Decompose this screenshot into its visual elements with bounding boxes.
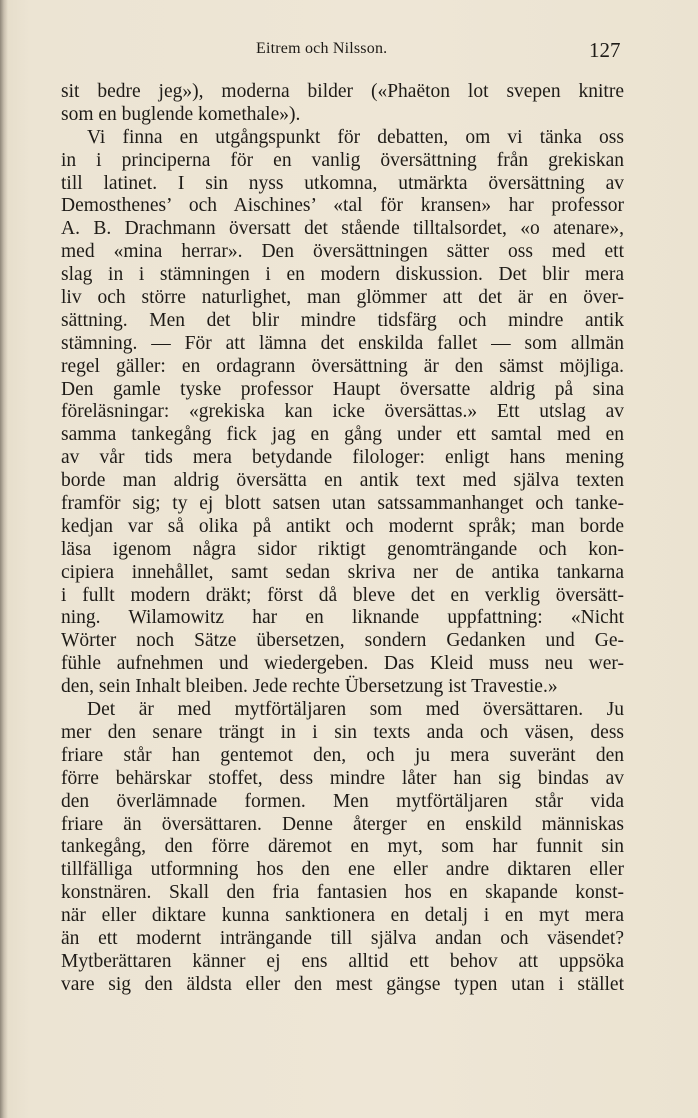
text-line: framför sig; ty ej blott satsen utan satssammanhanget och tanke-: [61, 493, 624, 515]
text-line: in i principerna för en vanlig översättning från grekiskan: [61, 149, 624, 171]
text-line: A. B. Drachmann översatt det stående tilltalsordet, «o atenare»,: [61, 218, 624, 240]
text-line: i fullt modern dräkt; först då bleve det en verklig översätt-: [61, 584, 624, 606]
text-line: tillfälliga utformning hos den ene eller andre diktaren eller: [61, 859, 624, 881]
text-line: som en buglende komethale»).: [61, 103, 301, 125]
text-line: samma tankegång fick jag en gång under ett samtal med en: [61, 424, 624, 446]
text-line: kedjan var så olika på antikt och modernt språk; man borde: [61, 515, 624, 537]
text-line: Mytberättaren känner ej ens alltid ett behov att uppsöka: [61, 950, 624, 972]
text-line: fühle aufnehmen und wiedergeben. Das Kleid muss neu wer-: [61, 653, 624, 675]
text-line: liv och större naturlighet, man glömmer att det är en över-: [61, 287, 624, 309]
text-line: med «mina herrar». Den översättningen sätter oss med ett: [61, 241, 624, 263]
text-line: friare står han gentemot den, och ju mera suveränt den: [61, 744, 624, 766]
text-line: till latinet. I sin nyss utkomna, utmärkta översättning av: [61, 172, 624, 194]
text-line: av vår tids mera betydande filologer: enligt hans mening: [61, 447, 624, 469]
text-line: föreläsningar: «grekiska kan icke översättas.» Ett utslag av: [61, 401, 624, 423]
text-line: Wörter noch Sätze übersetzen, sondern Gedanken und Ge-: [61, 630, 624, 652]
text-line: stämning. — För att lämna det enskilda fallet — som allmän: [61, 332, 624, 354]
text-line: konstnären. Skall den fria fantasien hos en skapande konst-: [61, 882, 624, 904]
text-line: friare än översättaren. Denne återger en enskild människas: [61, 813, 624, 835]
text-line: ning. Wilamowitz har en liknande uppfattning: «Nicht: [61, 607, 624, 629]
body-text: [61, 81, 624, 997]
text-line: den överlämnade formen. Men mytförtäljaren står vida: [61, 790, 624, 812]
text-line: än ett modernt inträngande till själva andan och väsendet?: [61, 927, 624, 949]
text-line: förre behärskar stoffet, dess mindre låter han sig bindas av: [61, 767, 624, 789]
text-line: slag in i stämningen i en modern diskussion. Det blir mera: [61, 264, 624, 286]
text-line: borde man aldrig översätta en antik text med själva texten: [61, 470, 624, 492]
spine-shadow: [0, 0, 8, 1118]
text-line: mer den senare trängt in i sin texts anda och väsen, dess: [61, 721, 624, 743]
text-line: Demosthenes’ och Aischines’ «tal för kransen» har professor: [61, 195, 624, 217]
text-line: cipiera innehållet, samt sedan skriva ner de antika tankarna: [61, 561, 624, 583]
text-line: Den gamle tyske professor Haupt översatte aldrig på sina: [61, 378, 624, 400]
text-line: läsa igenom några sidor riktigt genomträngande och kon-: [61, 538, 624, 560]
text-line: tankegång, den förre däremot en myt, som har funnit sin: [61, 836, 624, 858]
running-head: Eitrem och Nilsson.: [256, 40, 388, 57]
text-line: sättning. Men det blir mindre tidsfärg och mindre antik: [61, 309, 624, 331]
text-line: vare sig den äldsta eller den mest gängse typen utan i stället: [61, 973, 624, 995]
page-number: 127: [589, 38, 621, 62]
text-line: Det är med mytförtäljaren som med översättaren. Ju: [87, 699, 624, 721]
text-line: när eller diktare kunna sanktionera en detalj i en myt mera: [61, 905, 624, 927]
text-line: Vi finna en utgångspunkt för debatten, om vi tänka oss: [87, 126, 624, 148]
text-line: den, sein Inhalt bleiben. Jede rechte Übersetzung ist Travestie.»: [61, 676, 558, 698]
text-line: sit bedre jeg»), moderna bilder («Phaëton lot svepen knitre: [61, 81, 624, 102]
text-line: regel gäller: en ordagrann översättning är den sämst möjliga.: [61, 355, 624, 377]
